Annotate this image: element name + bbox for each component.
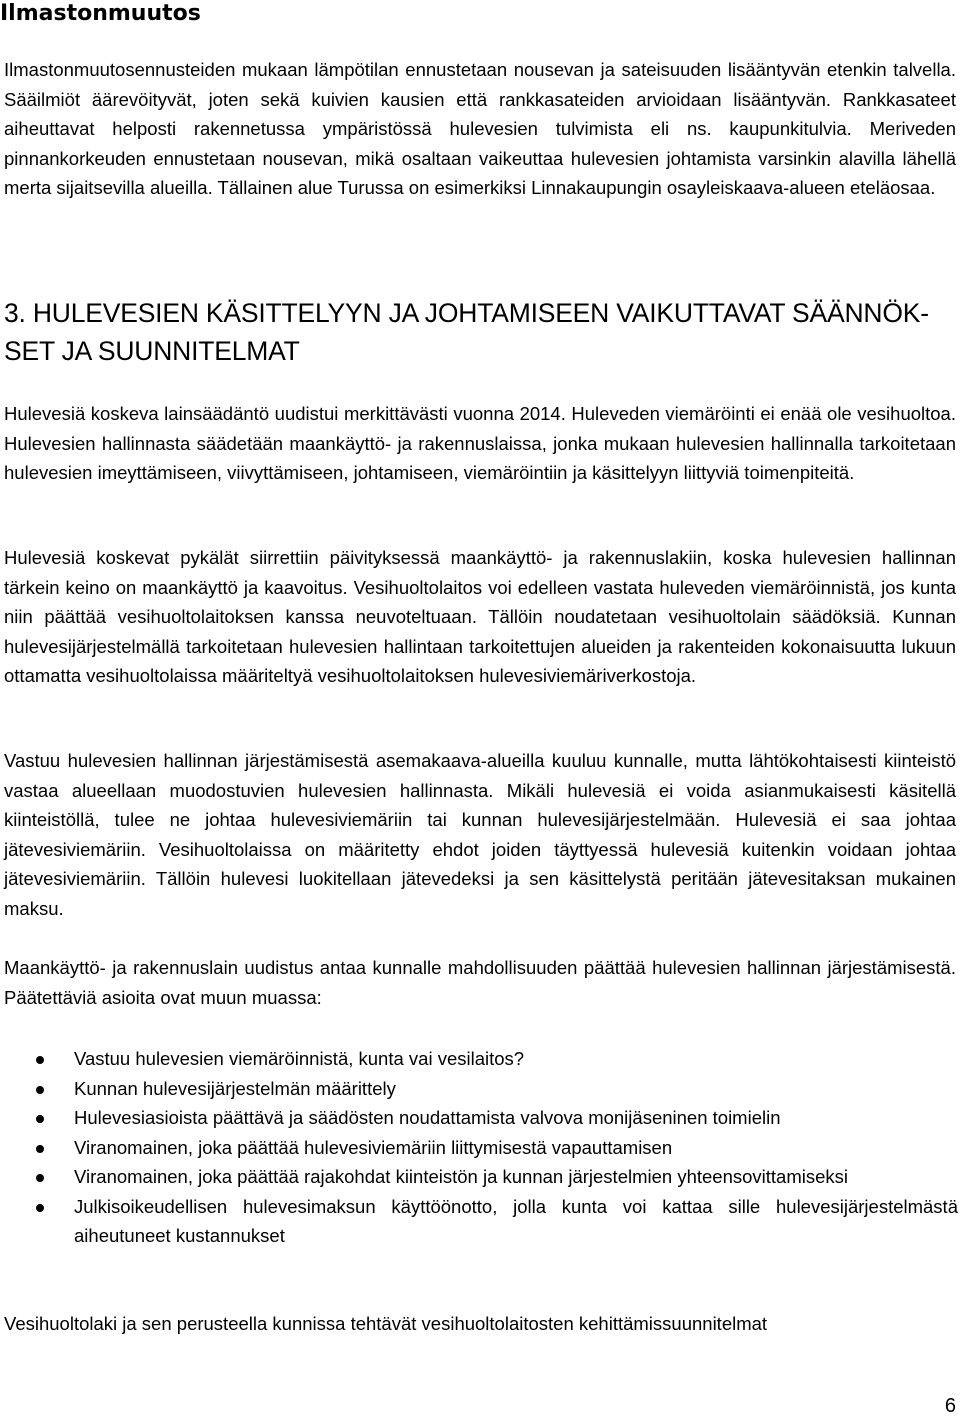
list-item — [0, 1044, 958, 1074]
list-item-text: Viranomainen, joka päättää rajakohdat kiinteistön ja kunnan järjestelmien yhteensovittamiseksi — [74, 1166, 849, 1187]
paragraph-water-supply-law: Vesihuoltolaki ja sen perusteella kunnissa tehtävät vesihuoltolaitosten kehittämissuunnitelmat — [4, 1313, 768, 1334]
list-item-text: Hulevesiasioista päättävä ja säädösten noudattamista valvova monijäseninen toimielin — [74, 1107, 781, 1128]
paragraph-climate-change: Ilmastonmuutosennusteiden mukaan lämpötilan ennustetaan nousevan ja sateisuuden lisääntyvän etenkin talvella. Sääilmiöt äärevöityvät, joten sekä kuivien kausien että rankkasateiden arvioidaan lisääntyvän. Rankkasateet aiheuttavat helposti rakennetussa ympäristössä hulevesien tulvimista eli ns. kaupunkitulvia. Meriveden pinnankorkeuden ennustetaan nousevan, mikä osaltaan vaikeuttaa hulevesien johtamista varsinkin alavilla lähellä merta sijaitsevilla alueilla. Tällainen alue Turussa on esimerkiksi Linnakaupungin osayleiskaava-alueen eteläosaa. — [4, 59, 956, 198]
bullet-icon — [36, 1115, 44, 1123]
list-item — [0, 1192, 958, 1251]
bullet-icon — [36, 1086, 44, 1094]
list-item — [0, 1074, 958, 1104]
list-item-text: Julkisoikeudellisen hulevesimaksun käyttöönotto, jolla kunta voi kattaa sille hulevesijärjestelmästä aiheutuneet kustannukset — [74, 1195, 958, 1246]
list-item-text: Kunnan hulevesijärjestelmän määrittely — [74, 1077, 396, 1099]
paragraph-municipal-decisions: Maankäyttö- ja rakennuslain uudistus antaa kunnalle mahdollisuuden päättää hulevesien hallinnan järjestämisestä. Päätettäviä asioita ovat muun muassa: — [4, 957, 956, 1008]
list-item — [0, 1103, 958, 1133]
paragraph-legislation: Hulevesiä koskeva lainsäädäntö uudistui merkittävästi vuonna 2014. Huleveden viemäröinti ei enää ole vesihuoltoa. Hulevesien hallinnasta säädetään maankäyttö- ja rakennuslaissa, jonka mukaan hulevesien hallinnalla tarkoitetaan hulevesien imeyttämiseen, viivyttämiseen, johtamiseen, viemäröintiin ja käsittelyyn liittyviä toimenpiteitä. — [4, 403, 956, 483]
section-title: Ilmastonmuutos — [0, 1, 201, 26]
page-number: 6 — [944, 1395, 956, 1417]
chapter-heading: 3. HULEVESIEN KÄSITTELYYN JA JOHTAMISEEN VAIKUTTAVAT SÄÄNNÖKSET JA SUUNNITELMAT — [4, 298, 930, 366]
list-item — [0, 1133, 958, 1163]
paragraph-land-use-law: Hulevesiä koskevat pykälät siirrettiin päivityksessä maankäyttö- ja rakennuslakiin, koska hulevesien hallinnan tärkein keino on maankäyttö ja kaavoitus. Vesihuoltolaitos voi edelleen vastata huleveden viemäröinnistä, jos kunta niin päättää vesihuoltolaitoksen kanssa neuvoteltuaan. Tällöin noudatetaan vesihuoltolain säädöksiä. Kunnan hulevesijärjestelmällä tarkoitetaan hulevesien hallintaan tarkoitettujen alueiden ja rakenteiden kokonaisuutta lukuun ottamatta vesihuoltolaissa määriteltyä vesihuoltolaitoksen hulevesiviemäriverkostoja. — [4, 547, 956, 686]
decision-items-list — [0, 1044, 958, 1251]
bullet-icon — [36, 1204, 44, 1212]
paragraph-responsibility: Vastuu hulevesien hallinnan järjestämisestä asemakaava-alueilla kuuluu kunnalle, mutta lähtökohtaisesti kiinteistö vastaa alueellaan muodostuvien hulevesien hallinnasta. Mikäli hulevesiä ei voida asianmukaisesti käsitellä kiinteistöllä, tulee ne johtaa hulevesiviemäriin tai kunnan hulevesijärjestelmään. Hulevesiä ei saa johtaa jätevesiviemäriin. Vesihuoltolaissa on määritetty ehdot joiden täyttyessä hulevesiä kuitenkin voidaan johtaa jätevesiviemäriin. Tällöin hulevesi luokitellaan jätevedeksi ja sen käsittelystä peritään jätevesitaksan mukainen maksu. — [4, 750, 956, 919]
bullet-icon — [36, 1145, 44, 1153]
list-item-text: Viranomainen, joka päättää hulevesiviemäriin liittymisestä vapauttamisen — [74, 1136, 673, 1158]
bullet-icon — [36, 1056, 44, 1064]
list-item-text: Vastuu hulevesien viemäröinnistä, kunta vai vesilaitos? — [74, 1048, 525, 1069]
bullet-icon — [36, 1174, 44, 1182]
list-item — [0, 1162, 958, 1192]
